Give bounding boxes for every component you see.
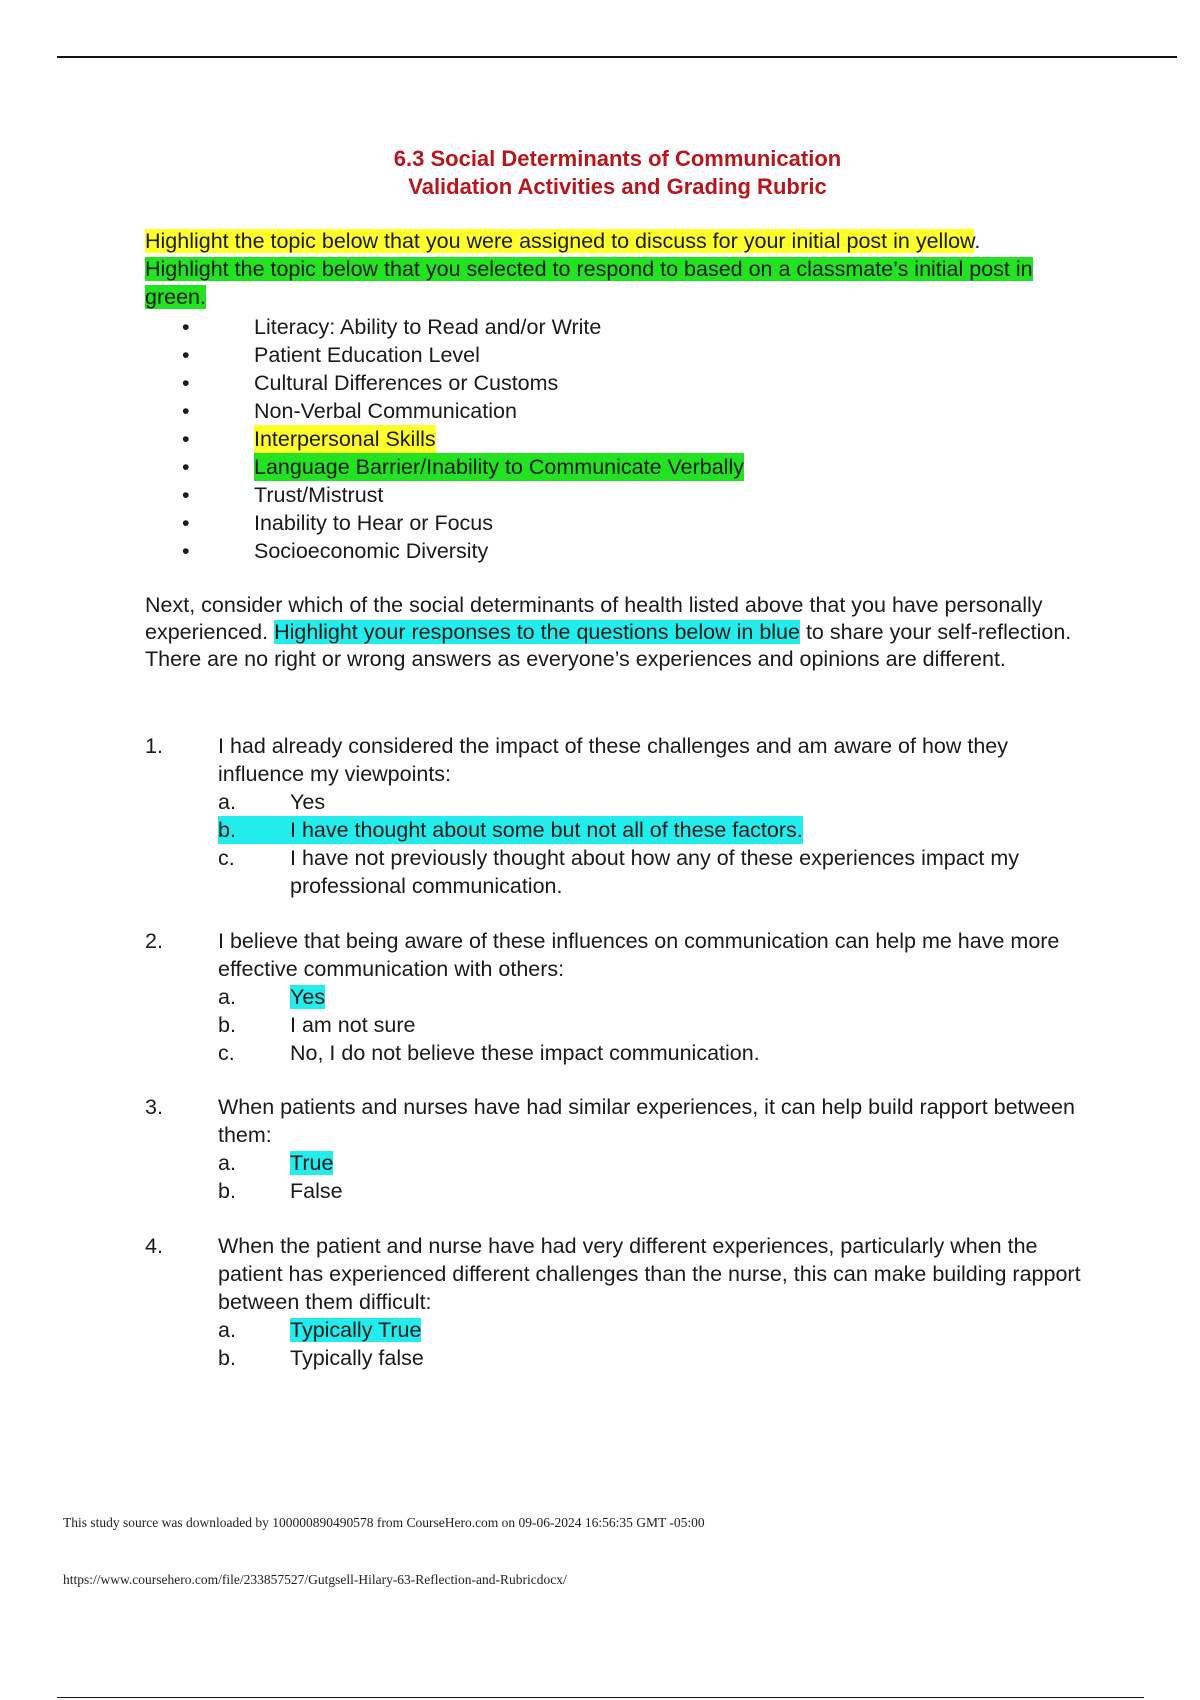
- question-1: [145, 732, 1095, 900]
- option-letter: b.: [218, 818, 236, 842]
- question-stem: When the patient and nurse have had very different experiences, particularly when the patient has experienced different challenges than the nurse, this can make building rapport between them difficult:: [218, 1234, 1081, 1314]
- option-text: I have not previously thought about how any of these experiences impact my professional communication.: [290, 846, 1020, 898]
- reflection-before: Next, consider which of the social determinants of health listed above that you have personally experienced.: [145, 593, 1043, 644]
- bullet-icon: •: [182, 455, 190, 479]
- option-a-selected: [218, 1149, 1095, 1177]
- option-b: [218, 1011, 1095, 1039]
- green-instruction: [145, 255, 1095, 311]
- option-letter: b.: [218, 1346, 236, 1370]
- option-a-selected: [218, 983, 1095, 1011]
- question-3: [145, 1093, 1095, 1205]
- option-letter: a.: [218, 985, 236, 1009]
- option-letter: a.: [218, 790, 236, 814]
- option-c: [218, 844, 1095, 900]
- bullet-icon: •: [182, 371, 190, 395]
- option-text: Yes: [290, 790, 326, 814]
- bullet-icon: •: [182, 511, 190, 535]
- yellow-instruction-text: Highlight the topic below that you were assigned to discuss for your initial post in yellow: [145, 229, 975, 253]
- option-c: [218, 1039, 1095, 1067]
- question-2: [145, 927, 1095, 1067]
- question-stem: When patients and nurses have had similar experiences, it can help build rapport between them:: [218, 1095, 1075, 1147]
- bullet-icon: •: [182, 427, 190, 451]
- yellow-instruction: [145, 227, 1095, 255]
- topic-label: Trust/Mistrust: [254, 483, 384, 507]
- reflection-after: to share your self-reflection. There are no right or wrong answers as everyone’s experiences and opinions are different.: [145, 620, 1072, 671]
- yellow-instruction-period: .: [974, 229, 981, 253]
- green-instruction-text: Highlight the topic below that you selected to respond to based on a classmate’s initial post in green.: [145, 257, 1033, 309]
- option-list: [218, 983, 1095, 1067]
- option-text: I am not sure: [290, 1013, 416, 1037]
- option-text: Typically false: [290, 1346, 424, 1370]
- bullet-icon: •: [182, 343, 190, 367]
- topic-label: Inability to Hear or Focus: [254, 511, 493, 535]
- option-list: [218, 1149, 1095, 1205]
- topic-label: Cultural Differences or Customs: [254, 371, 559, 395]
- instructions: [145, 227, 1095, 311]
- bullet-icon: •: [182, 539, 190, 563]
- source-url[interactable]: https://www.coursehero.com/file/233857527/Gutgsell-Hilary-63-Reflection-and-Rubricdocx/: [63, 1572, 567, 1587]
- question-number: 2.: [145, 929, 163, 953]
- question-number: 1.: [145, 734, 163, 758]
- option-text: Yes: [290, 985, 326, 1009]
- option-list: [218, 788, 1095, 900]
- reflection-highlight: Highlight your responses to the questions below in blue: [274, 620, 800, 644]
- option-list: [218, 1316, 1095, 1372]
- option-text: No, I do not believe these impact communication.: [290, 1041, 760, 1065]
- bottom-rule: [57, 1697, 1144, 1698]
- reflection-paragraph: [145, 592, 1095, 673]
- download-note: This study source was downloaded by 100000890490578 from CourseHero.com on 09-06-2024 16:56:35 GMT -05:00: [63, 1515, 705, 1530]
- top-rule: [57, 56, 1177, 58]
- option-b-selected: [218, 816, 803, 844]
- question-number: 4.: [145, 1234, 163, 1258]
- topic-label-response: Language Barrier/Inability to Communicate Verbally: [254, 455, 744, 479]
- option-b: [218, 1177, 1095, 1205]
- option-a-selected: [218, 1316, 1095, 1344]
- topic-label: Non-Verbal Communication: [254, 399, 517, 423]
- question-stem: I believe that being aware of these influences on communication can help me have more effective communication with others:: [218, 929, 1060, 981]
- page-title: 6.3 Social Determinants of Communication: [393, 146, 842, 171]
- option-text: True: [290, 1151, 334, 1175]
- option-letter: c.: [218, 1041, 235, 1065]
- option-text: I have thought about some but not all of these factors.: [290, 818, 803, 842]
- option-letter: b.: [218, 1013, 236, 1037]
- topic-label: Socioeconomic Diversity: [254, 539, 489, 563]
- option-text: False: [290, 1179, 343, 1203]
- question-4: [145, 1232, 1095, 1372]
- bullet-icon: •: [182, 315, 190, 339]
- topic-label-assigned: Interpersonal Skills: [254, 427, 436, 451]
- option-text: Typically True: [290, 1318, 422, 1342]
- option-letter: c.: [218, 846, 235, 870]
- bullet-icon: •: [182, 483, 190, 507]
- topic-label: Literacy: Ability to Read and/or Write: [254, 315, 602, 339]
- option-letter: a.: [218, 1318, 236, 1342]
- bullet-icon: •: [182, 399, 190, 423]
- topic-label: Patient Education Level: [254, 343, 480, 367]
- question-number: 3.: [145, 1095, 163, 1119]
- option-letter: a.: [218, 1151, 236, 1175]
- option-b: [218, 1344, 1095, 1372]
- page-subtitle: Validation Activities and Grading Rubric: [408, 174, 827, 199]
- option-letter: b.: [218, 1179, 236, 1203]
- option-a: [218, 788, 1095, 816]
- question-stem: I had already considered the impact of these challenges and am aware of how they influence my viewpoints:: [218, 734, 1009, 786]
